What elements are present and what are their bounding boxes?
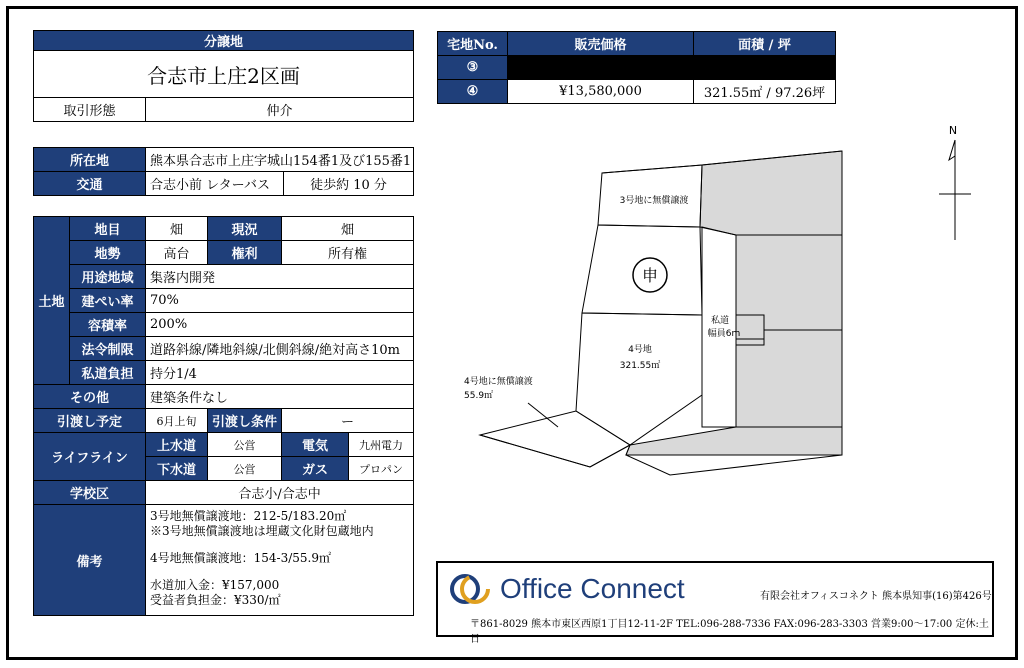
lot-4-area-label: 321.55㎡ [619, 361, 661, 371]
neighbor-lot-east-south [736, 330, 842, 427]
gas-label: ガス [282, 457, 349, 481]
water-label: 上水道 [146, 433, 208, 457]
deal-value: 仲介 [146, 98, 414, 122]
electric-label: 電気 [282, 433, 349, 457]
lot-4-price: ¥13,580,000 [508, 80, 694, 104]
kenpei-value: 70% [146, 289, 414, 313]
north-label: N [948, 124, 958, 137]
neighbor-lot-east-middle [736, 235, 842, 345]
lot-4-free-area-label: 55.9㎡ [464, 391, 494, 401]
lot-4-area: 321.55㎡ / 97.26坪 [694, 80, 836, 104]
delivery-label: 引渡し予定 [34, 409, 146, 433]
lifeline-label: ライフライン [34, 433, 146, 481]
company-name: 有限会社オフィスコネクト 熊本県知事(16)第426号 [760, 591, 992, 602]
lot-4-free-transfer-area [480, 411, 630, 467]
school-value: 合志小/合志中 [146, 481, 414, 505]
kenpei-label: 建ぺい率 [70, 289, 146, 313]
deal-label: 取引形態 [34, 98, 146, 122]
transport-walk: 徒歩約 10 分 [284, 172, 414, 196]
title-table [33, 30, 414, 122]
moushi-mark: 申 [641, 266, 659, 285]
hourei-value: 道路斜線/隣地斜線/北側斜線/絶対高さ10m [146, 337, 414, 361]
lot-no-header: 宅地No. [438, 32, 508, 56]
lot-no-3: ③ [438, 56, 508, 80]
water-value: 公営 [208, 433, 282, 457]
kenri-label: 権利 [208, 241, 282, 265]
remark-line-1: 3号地無償譲渡地：212-5/183.20㎡ [150, 509, 347, 523]
location-value: 熊本県合志市上庄字城山154番1及び155番1 [146, 148, 414, 172]
lot-no-4: ④ [438, 80, 508, 104]
chisei-label: 地勢 [70, 241, 146, 265]
lot-3-price-redacted [508, 56, 694, 80]
chimoku-label: 地目 [70, 217, 146, 241]
site-plan-map [464, 115, 990, 495]
spec-table [33, 216, 414, 616]
company-logo-text: Office Connect [500, 573, 685, 604]
remark-line-4: 水道加入金：¥157,000 [150, 578, 280, 592]
shido-value: 持分1/4 [146, 361, 414, 385]
lot-price-table [437, 31, 836, 104]
sewer-value: 公営 [208, 457, 282, 481]
remark-line-3: 4号地無償譲渡地：154-3/55.9㎡ [150, 551, 331, 565]
location-label: 所在地 [34, 148, 146, 172]
road-width-label: 幅員6m [707, 329, 741, 339]
lot-4-label: 4号地 [628, 345, 652, 355]
yoseki-label: 容積率 [70, 313, 146, 337]
lot-3-free-label: 3号地に無償譲渡 [619, 196, 689, 206]
company-address: 〒861-8029 熊本市東区西原1丁目12-11-2F TEL:096-288-7336 FAX:096-283-3303 営業9:00～17:00 定休:土日 [470, 619, 989, 645]
school-label: 学校区 [34, 481, 146, 505]
road-label: 私道 [710, 316, 730, 326]
other-value: 建築条件なし [146, 385, 414, 409]
delivery-cond-label: 引渡し条件 [208, 409, 282, 433]
chisei-value: 高台 [146, 241, 208, 265]
remark-line-2: ※3号地無償譲渡地は埋蔵文化財包蔵地内 [150, 524, 374, 538]
company-footer [436, 561, 994, 645]
area-header: 面積 / 坪 [694, 32, 836, 56]
shido-label: 私道負担 [70, 361, 146, 385]
electric-value: 九州電力 [349, 433, 414, 457]
genkyo-value: 畑 [282, 217, 414, 241]
north-arrow-icon [935, 122, 975, 242]
land-group-label: 土地 [34, 217, 70, 385]
free-transfer-leader [528, 403, 558, 427]
transport-label: 交通 [34, 172, 146, 196]
transport-station: 合志小前 レターバス [146, 172, 284, 196]
remarks-value [146, 505, 414, 616]
genkyo-label: 現況 [208, 217, 282, 241]
lot-4 [576, 313, 702, 445]
category-header: 分譲地 [34, 31, 414, 51]
price-header: 販売価格 [508, 32, 694, 56]
youto-value: 集落内開発 [146, 265, 414, 289]
delivery-cond-value: ー [282, 409, 414, 433]
neighbor-lot-north-east [700, 151, 842, 235]
gas-value: プロパン [349, 457, 414, 481]
delivery-value: 6月上旬 [146, 409, 208, 433]
chimoku-value: 畑 [146, 217, 208, 241]
company-logo-icon [448, 569, 492, 609]
sewer-label: 下水道 [146, 457, 208, 481]
kenri-value: 所有権 [282, 241, 414, 265]
remarks-label: 備考 [34, 505, 146, 616]
page-title: 合志市上庄2区画 [34, 51, 414, 98]
yoseki-value: 200% [146, 313, 414, 337]
other-label: その他 [34, 385, 146, 409]
remark-line-5: 受益者負担金：¥330/㎡ [150, 593, 281, 607]
neighbor-lot-south [626, 427, 842, 455]
lot-3-area-redacted [694, 56, 836, 80]
youto-label: 用途地域 [70, 265, 146, 289]
location-table [33, 147, 414, 196]
lot-4-free-label: 4号地に無償譲渡 [464, 377, 533, 387]
hourei-label: 法令制限 [70, 337, 146, 361]
